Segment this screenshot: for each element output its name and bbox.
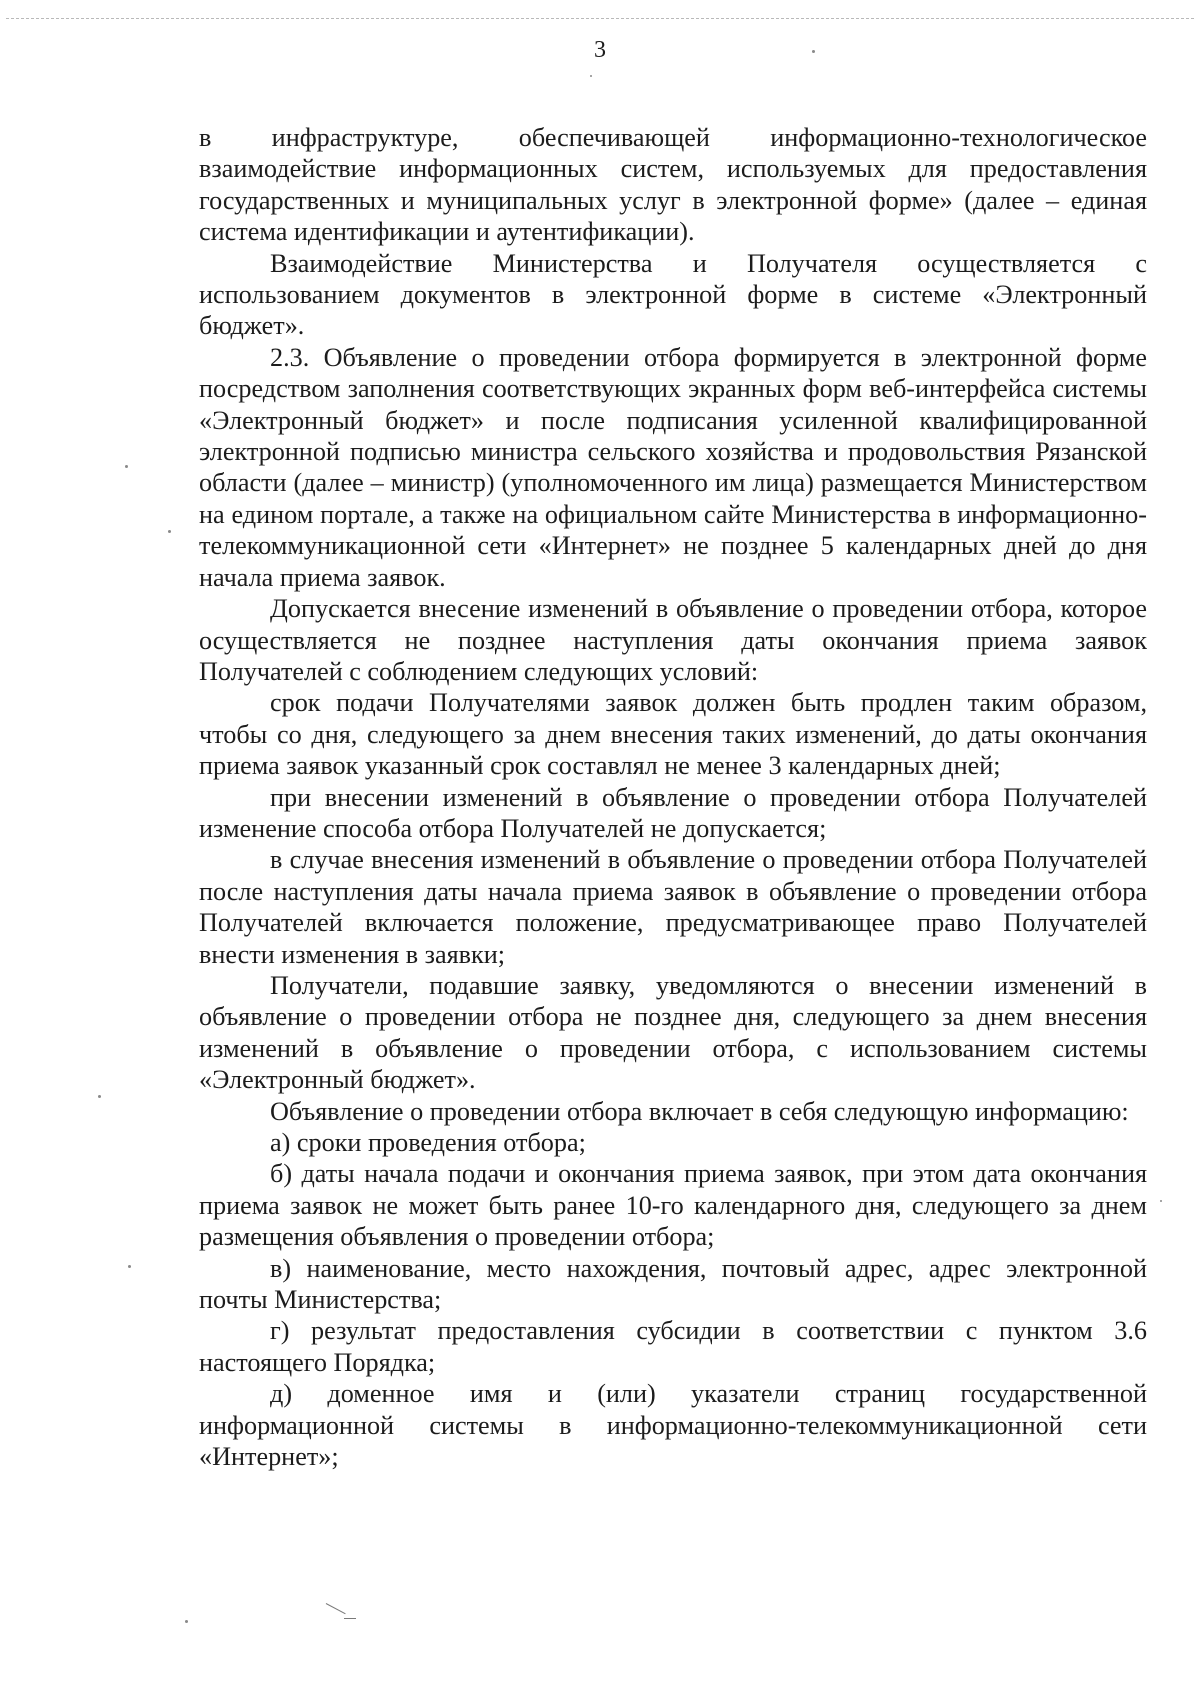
list-item-b: б) даты начала подачи и окончания приема заявок, при этом дата окончания приема заявок не может быть ранее 10-го календарного дня, следующего за днем размещения объявления о проведении отбора;: [199, 1159, 1147, 1252]
paragraph-interaction: Взаимодействие Министерства и Получателя осуществляется с использованием документов в электронной форме в системе «Электронный бюджет».: [199, 248, 1147, 341]
paragraph-notification: Получатели, подавшие заявку, уведомляются о внесении изменений в объявление о проведении отбора не позднее дня, следующего за днем внесения изменений в объявление о проведении отбора, с использованием системы «Электронный бюджет».: [199, 970, 1147, 1095]
paragraph-announcement-contents: Объявление о проведении отбора включает в себя следующую информацию:: [270, 1096, 1129, 1126]
document-body: [199, 122, 1147, 1472]
list-item-a: а) сроки проведения отбора;: [270, 1128, 586, 1157]
list-item-g: г) результат предоставления субсидии в соответствии с пунктом 3.6 настоящего Порядка;: [199, 1316, 1147, 1377]
scan-speck: [1160, 1200, 1162, 1202]
scan-speck: [128, 1265, 131, 1268]
scan-speck: [185, 1620, 188, 1623]
list-item-d: д) доменное имя и (или) указатели страниц государственной информационной системы в информационно-телекоммуникационной сети «Интернет»;: [199, 1379, 1147, 1472]
scan-top-edge: [6, 18, 1194, 19]
list-item-v: в) наименование, место нахождения, почтовый адрес, адрес электронной почты Министерства;: [199, 1253, 1147, 1315]
scan-speck: [812, 50, 815, 53]
page-number: 3: [594, 37, 606, 63]
paragraph-continuation: в инфраструктуре, обеспечивающей информационно-технологическое взаимодействие информационных систем, используемых для предоставления государственных и муниципальных услуг в электронной форме» (далее – единая система идентификации и аутентификации).: [199, 123, 1147, 247]
scan-speck: [125, 465, 128, 468]
paragraph-changes-allowed: Допускается внесение изменений в объявление о проведении отбора, которое осуществляется не позднее наступления даты окончания приема заявок Получателей с соблюдением следующих условий:: [199, 594, 1147, 686]
paragraph-condition-method: при внесении изменений в объявление о проведении отбора Получателей изменение способа отбора Получателей не допускается;: [199, 782, 1147, 843]
scan-speck: [590, 75, 592, 77]
scan-stroke: [344, 1618, 356, 1619]
scan-speck: [98, 1095, 101, 1098]
paragraph-2-3-announcement: 2.3. Объявление о проведении отбора формируется в электронной форме посредством заполнения соответствующих экранных форм веб-интерфейса системы «Электронный бюджет» и после подписания усиленной квалифицированной электронной подписью министра сельского хозяйства и продовольствия Рязанской области (далее – министр) (уполномоченного им лица) размещается Министерством на едином портале, а также на официальном сайте Министерства в информационно-телекоммуникационной сети «Интернет» не позднее 5 календарных дней до дня начала приема заявок.: [199, 342, 1147, 592]
scan-speck: [168, 530, 171, 533]
paragraph-condition-deadline: срок подачи Получателями заявок должен быть продлен таким образом, чтобы со дня, следующего за днем внесения таких изменений, до даты окончания приема заявок указанный срок составлял не менее 3 календарных дней;: [199, 688, 1147, 781]
scan-stroke: [326, 1603, 346, 1614]
paragraph-condition-amend: в случае внесения изменений в объявление о проведении отбора Получателей после наступления даты начала приема заявок в объявление о проведении отбора Получателей включается положение, предусматривающее право Получателей внести изменения в заявки;: [199, 845, 1147, 969]
